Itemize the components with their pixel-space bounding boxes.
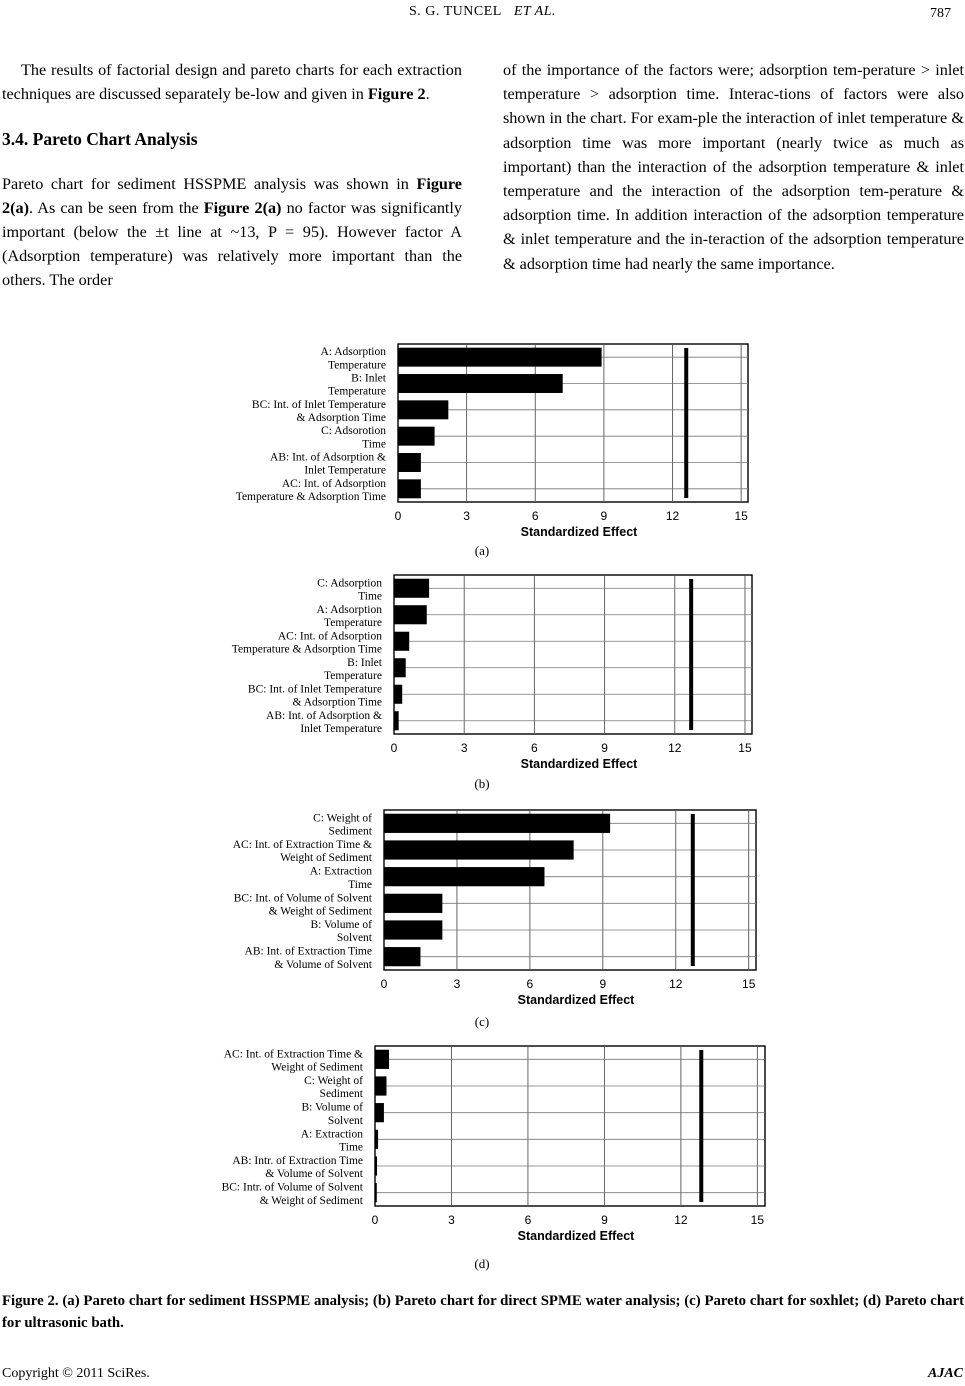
bar (375, 1103, 384, 1122)
category-label-line: C: Adsorotion (321, 425, 386, 438)
category-label (236, 478, 387, 503)
bar (394, 658, 406, 677)
category-label-line: Weight of Sediment (271, 1061, 363, 1074)
category-label-line: Temperature (328, 385, 386, 398)
left-column (2, 58, 462, 293)
category-label (232, 1155, 363, 1180)
category-label-line: & Volume of Solvent (274, 958, 372, 971)
right-column (503, 58, 964, 276)
category-label (310, 919, 372, 944)
section-heading: 3.4. Pareto Chart Analysis (2, 129, 198, 150)
category-label (232, 630, 383, 655)
running-head: S. G. TUNCEL ET AL. (408, 4, 557, 19)
category-label (321, 425, 386, 450)
category-label (248, 683, 382, 708)
category-label-line: Inlet Temperature (304, 464, 386, 477)
tick-label: 9 (600, 509, 608, 523)
category-label-line: Time (358, 590, 382, 603)
category-label (234, 892, 373, 917)
category-label-line: B: Volume of (301, 1101, 363, 1114)
category-label-line: & Weight of Sediment (259, 1194, 363, 1207)
bar (394, 711, 399, 730)
tick-label: 6 (531, 509, 539, 523)
category-label-line: B: Volume of (310, 919, 372, 931)
tick-label: 6 (524, 1213, 532, 1227)
category-label (301, 1102, 363, 1127)
figure-2 (0, 330, 965, 1280)
tick-label: 0 (371, 1213, 379, 1227)
category-label-line: AB: Int. of Adsorption & (270, 451, 386, 464)
bar (384, 867, 544, 886)
tick-label: 9 (601, 741, 608, 755)
category-label (266, 710, 382, 735)
category-label (328, 373, 387, 398)
bar (375, 1183, 377, 1202)
tick-label: 6 (531, 741, 538, 755)
category-label-line: & Adsorption Time (292, 696, 382, 709)
category-label-line: C: Weight of (313, 812, 372, 825)
category-label (301, 1128, 364, 1153)
bar (384, 947, 420, 966)
bar (375, 1050, 389, 1069)
bar (384, 814, 610, 833)
category-label-line: C: Adsorption (317, 577, 382, 590)
category-label-line: Time (339, 1141, 363, 1154)
category-label-line: Time (362, 438, 386, 451)
panel-label: (b) (474, 776, 490, 791)
category-label-line: AB: Int. of Adsorption & (266, 709, 382, 722)
category-label-line: BC: Int. of Volume of Solvent (233, 892, 372, 905)
bar (398, 348, 602, 367)
bar (394, 579, 429, 598)
category-label-line: C: Weight of (304, 1075, 363, 1087)
bar (384, 920, 442, 939)
bar (384, 840, 574, 859)
tick-label: 0 (390, 741, 398, 755)
bar (398, 374, 563, 393)
plot-frame (394, 575, 752, 734)
category-label (313, 812, 373, 837)
category-label-line: Inlet Temperature (300, 722, 382, 735)
category-label (224, 1048, 364, 1073)
page-header (0, 4, 965, 26)
category-label-line: Weight of Sediment (280, 852, 372, 865)
category-label-line: Temperature (324, 616, 382, 629)
category-label (304, 1075, 364, 1100)
category-label-line: AC: Int. of Adsorption (277, 630, 382, 643)
category-label-line: AC: Int. of Extraction Time & (223, 1048, 363, 1061)
bar (398, 479, 421, 498)
x-axis-label: Standardized Effect (520, 525, 638, 539)
plot-frame (398, 344, 748, 502)
category-label-line: Temperature (328, 359, 386, 372)
tick-label: 12 (674, 1213, 688, 1227)
bar (398, 427, 435, 446)
bar (375, 1130, 378, 1149)
category-label-line: Temperature & Adsorption Time (231, 643, 382, 656)
bar (394, 685, 402, 704)
bar (398, 400, 448, 419)
category-label (310, 866, 373, 891)
tick-label: 3 (453, 977, 461, 991)
category-label (270, 452, 386, 477)
category-label-line: Solvent (327, 1114, 363, 1127)
plot-frame (384, 810, 756, 970)
tick-label: 12 (669, 977, 683, 991)
tick-label: 15 (742, 977, 756, 991)
category-label (324, 657, 383, 682)
tick-label: 12 (665, 509, 680, 523)
category-label-line: AC: Int. of Extraction Time & (232, 839, 372, 851)
bar (375, 1076, 386, 1095)
category-label (245, 946, 373, 971)
tick-label: 9 (601, 1213, 608, 1227)
category-label-line: AB: Intr. of Extraction Time (232, 1155, 363, 1167)
category-label (252, 399, 386, 424)
tick-label: 6 (526, 977, 534, 991)
tick-label: 12 (668, 741, 682, 755)
paragraph-pareto: Pareto chart for sediment HSSPME analysis was shown in Figure 2(a). As can be seen from the Figure 2(a) no factor was significantly important (below the ±t line at ~13, P = 95). However factor A (Adsorption temperature) was relatively more important than the others. The order (2, 174, 463, 290)
category-label-line: A: Extraction (309, 865, 372, 878)
category-label-line: AB: Int. of Extraction Time (244, 945, 372, 958)
category-label-line: Sediment (328, 825, 372, 838)
category-label-line: & Weight of Sediment (268, 905, 372, 918)
plot-frame (375, 1046, 765, 1206)
category-label-line: & Volume of Solvent (265, 1168, 363, 1181)
category-label-line: A: Adsorption (320, 346, 386, 359)
category-label-line: A: Adsorption (316, 603, 382, 616)
category-label-line: Time (348, 878, 372, 891)
page-footer (2, 1366, 963, 1382)
bar (375, 1156, 377, 1175)
copyright: Copyright © 2011 SciRes. (2, 1366, 150, 1381)
bar (398, 453, 421, 472)
bar (384, 894, 442, 913)
bar (394, 632, 409, 651)
category-label-line: BC: Int. of Inlet Temperature (251, 398, 386, 411)
bar (394, 605, 427, 624)
paragraph-continued: of the importance of the factors were; adsorption tem-perature > inlet temperature > adsorption time. Interac-tions of factors were also shown in the chart. For exam-ple the interaction of inlet temperature & adsorption time was more important (nearly twice as much as important) than the interaction of the adsorption temperature & inlet temperature and the interaction of the adsorption tem-perature & adsorption time. In addition interaction of the adsorption temperature & inlet temperature and the in-teraction of the adsorption temperature & adsorption time had nearly the same importance. (503, 61, 964, 273)
x-axis-label: Standardized Effect (520, 757, 638, 771)
x-axis-label: Standardized Effect (517, 993, 635, 1007)
pareto-charts (0, 330, 965, 1280)
category-label (321, 346, 387, 371)
journal-abbrev: AJAC (927, 1366, 963, 1381)
category-label-line: B: Inlet (347, 656, 382, 669)
tick-label: 15 (738, 741, 752, 755)
category-label-line: Solvent (336, 932, 372, 945)
category-label (222, 1182, 364, 1207)
panel-label: (c) (474, 1014, 490, 1029)
tick-label: 9 (599, 977, 607, 991)
category-label (233, 839, 373, 864)
panel-label: (d) (474, 1256, 490, 1271)
category-label-line: B: Inlet (351, 372, 386, 385)
tick-label: 3 (463, 509, 470, 523)
category-label-line: BC: Int. of Inlet Temperature (247, 683, 382, 696)
tick-label: 0 (380, 977, 388, 991)
category-label (317, 577, 382, 602)
tick-label: 3 (448, 1213, 455, 1227)
tick-label: 0 (394, 509, 402, 523)
figure-caption: Figure 2. (a) Pareto chart for sediment HSSPME analysis; (b) Pareto chart for direct SPME water analysis; (c) Pareto chart for soxhlet; (d) Pareto chart for ultrasonic bath. (2, 1293, 964, 1331)
tick-label: 3 (460, 741, 468, 755)
category-label-line: & Adsorption Time (296, 412, 386, 425)
category-label-line: Sediment (319, 1088, 363, 1101)
tick-label: 15 (734, 509, 748, 523)
category-label-line: Temperature (324, 669, 382, 682)
tick-label: 15 (750, 1213, 765, 1227)
page-number: 787 (930, 6, 951, 21)
category-label-line: A: Extraction (300, 1128, 363, 1141)
x-axis-label: Standardized Effect (517, 1229, 635, 1243)
panel-label: (a) (474, 543, 490, 558)
paragraph-intro: The results of factorial design and pareto charts for each extraction techniques are discussed separately be-low and given in Figure 2. (2, 61, 462, 104)
category-label-line: BC: Intr. of Volume of Solvent (221, 1181, 363, 1194)
category-label (317, 604, 383, 629)
category-label-line: AC: Int. of Adsorption (281, 477, 386, 490)
category-label-line: Temperature & Adsorption Time (235, 491, 386, 504)
